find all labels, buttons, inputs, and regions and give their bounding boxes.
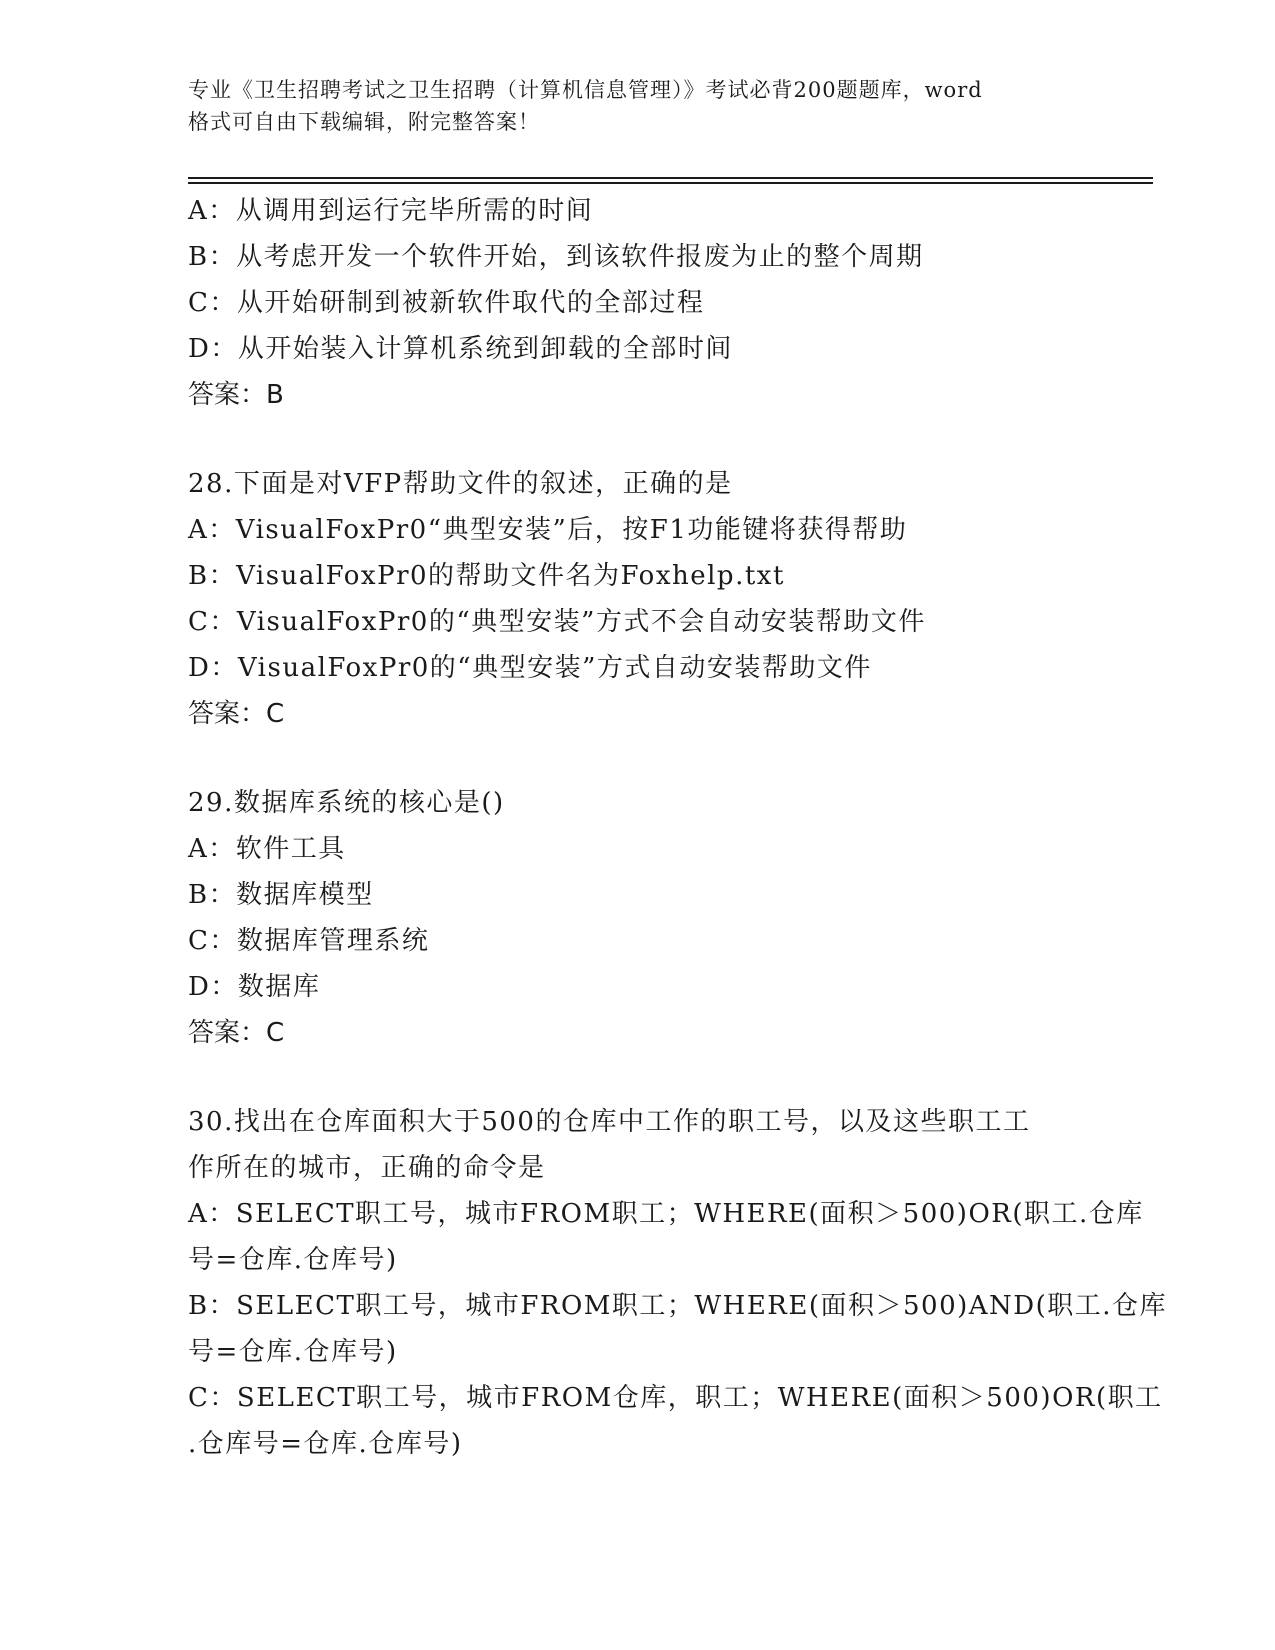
answer-label: 答案：B [188,380,284,410]
answer-label: 答案：C [188,1018,285,1048]
header-divider-top [188,177,1153,179]
spacer [188,737,1088,780]
option-a: A：从调用到运行完毕所需的时间 [188,196,594,226]
document-header [188,74,1088,138]
option-c: C：VisualFoxPr0的“典型安装”方式不会自动安装帮助文件 [188,607,926,637]
spacer [188,1056,1088,1099]
option-a-line-2: 号=仓库.仓库号) [188,1245,398,1275]
option-b-line-1: B：SELECT职工号，城市FROM职工；WHERE(面积＞500)AND(职工.仓库 [188,1291,1168,1321]
option-b: B：VisualFoxPr0的帮助文件名为Foxhelp.txt [188,561,785,591]
header-title-line-1: 专业《卫生招聘考试之卫生招聘（计算机信息管理）》考试必背200题题库，word [188,78,983,102]
option-b: B：数据库模型 [188,880,374,910]
option-b-line-2: 号=仓库.仓库号) [188,1337,398,1367]
option-c: C：数据库管理系统 [188,926,430,956]
option-a: A：软件工具 [188,834,346,864]
option-a-line-1: A：SELECT职工号，城市FROM职工；WHERE(面积＞500)OR(职工.仓库 [188,1199,1144,1229]
option-c-line-1: C：SELECT职工号，城市FROM仓库，职工；WHERE(面积＞500)OR(职工 [188,1383,1163,1413]
question-27-block [188,188,1088,418]
option-d: D：VisualFoxPr0的“典型安装”方式自动安装帮助文件 [188,653,872,683]
header-title-line-2: 格式可自由下载编辑，附完整答案！ [188,110,540,134]
option-d: D：数据库 [188,972,321,1002]
question-text: 28.下面是对VFP帮助文件的叙述，正确的是 [188,469,733,499]
option-a: A：VisualFoxPr0“典型安装”后，按F1功能键将获得帮助 [188,515,908,545]
question-list [188,188,1168,1467]
option-b: B：从考虑开发一个软件开始，到该软件报废为止的整个周期 [188,242,924,272]
header-divider-bottom [188,182,1153,184]
question-text: 29.数据库系统的核心是() [188,788,505,818]
answer-label: 答案：C [188,699,285,729]
option-d: D：从开始装入计算机系统到卸载的全部时间 [188,334,733,364]
spacer [188,418,1088,461]
question-text-line-1: 30.找出在仓库面积大于500的仓库中工作的职工号，以及这些职工工 [188,1107,1031,1137]
option-c: C：从开始研制到被新软件取代的全部过程 [188,288,705,318]
question-29-block [188,780,1088,1056]
question-text-line-2: 作所在的城市，正确的命令是 [188,1153,546,1183]
question-30-block [188,1099,1168,1467]
question-28-block [188,461,1088,737]
option-c-line-2: .仓库号=仓库.仓库号) [188,1429,463,1459]
